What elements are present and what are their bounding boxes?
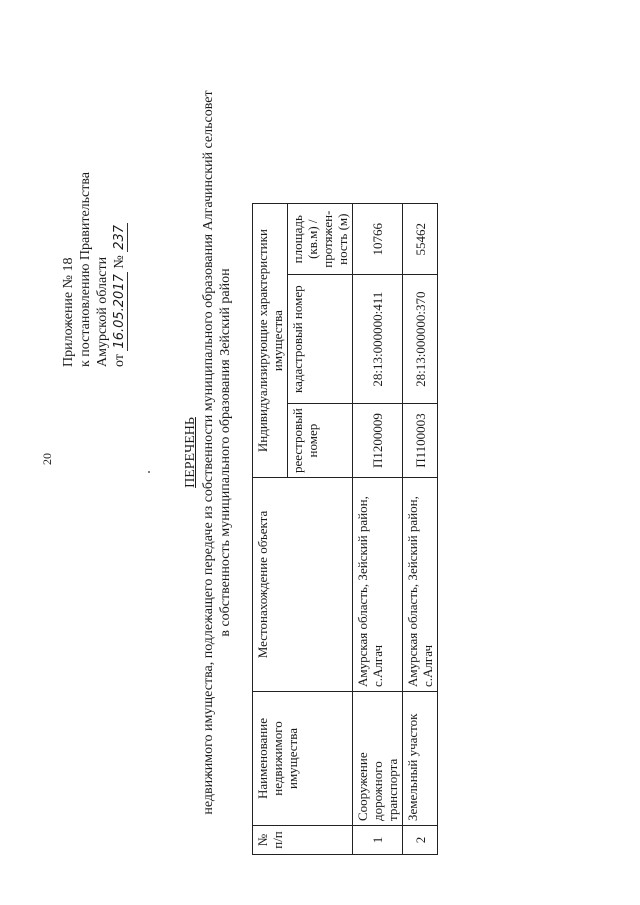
cell-cad: 28:13:000000:370 — [403, 275, 438, 404]
table-row — [353, 204, 403, 855]
appendix-block — [60, 172, 128, 367]
cell-name: Сооружение дорожного транспорта — [353, 692, 403, 826]
appendix-date-line — [111, 172, 128, 367]
table-row — [403, 204, 438, 855]
table-header-row — [253, 204, 288, 855]
appendix-line-1: Приложение № 18 — [61, 257, 76, 367]
title-line-1: недвижимого имущества, подлежащего передаче из собственности муниципального образования Алгачинский сельсовет — [201, 90, 216, 815]
header-characteristics: Индивидуализирующие характеристики имущества — [253, 204, 288, 478]
date-value: 16.05.2017 — [112, 274, 127, 349]
property-table — [252, 203, 438, 855]
cell-name: Земельный участок — [403, 692, 438, 826]
cell-no: 2 — [403, 826, 438, 855]
cell-reg: П1200009 — [353, 404, 403, 478]
header-location: Местонахождение объекта — [253, 478, 353, 692]
header-no: № п/п — [253, 826, 353, 855]
number-prefix: № — [112, 255, 127, 269]
cell-area: 55462 — [403, 204, 438, 275]
page-number: 20 — [40, 453, 54, 465]
date-prefix: от — [112, 354, 127, 367]
cell-reg: П1100003 — [403, 404, 438, 478]
header-cad: кадастровый номер — [288, 275, 353, 404]
appendix-line-3: Амурской области — [95, 256, 110, 367]
cell-no: 1 — [353, 826, 403, 855]
appendix-line-2: к постановлению Правительства — [78, 171, 93, 367]
header-reg: реестровый номер — [288, 404, 353, 478]
cell-area: 10766 — [353, 204, 403, 275]
document-title — [182, 80, 234, 825]
number-value: 237 — [112, 224, 127, 250]
cell-location: Амурская область, Зейский район, с.Алгач — [403, 478, 438, 692]
header-name: Наименование недвижимого имущества — [253, 692, 353, 826]
title-line-2: в собственность муниципального образования Зейский район — [218, 268, 233, 637]
scan-speck — [148, 471, 150, 473]
cell-location: Амурская область, Зейский район, с.Алгач — [353, 478, 403, 692]
title-heading: ПЕРЕЧЕНЬ — [183, 417, 198, 488]
cell-cad: 28:13:000000:411 — [353, 275, 403, 404]
header-area: площадь (кв.м) / протяжен-ность (м) — [288, 204, 353, 275]
